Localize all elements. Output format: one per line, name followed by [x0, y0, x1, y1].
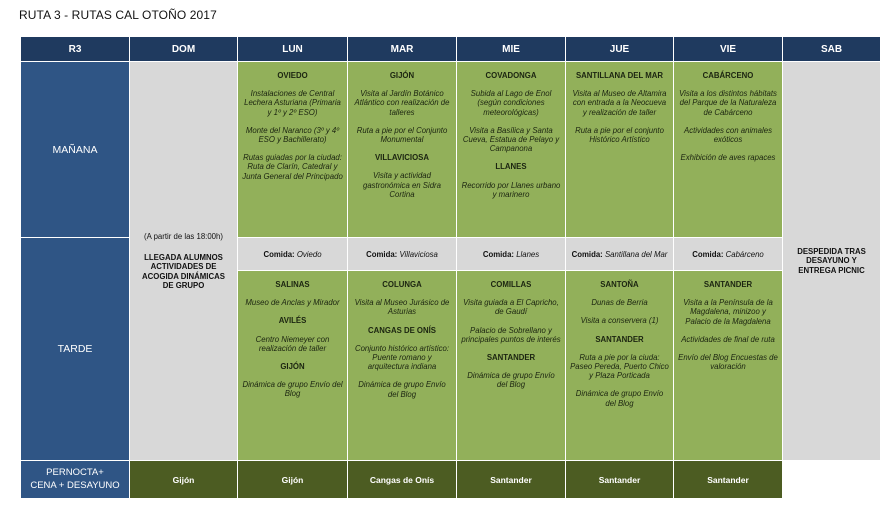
- place-name: SANTANDER: [595, 334, 644, 344]
- place-name: COMILLAS: [490, 280, 532, 289]
- activity-text: Instalaciones de Central Lechera Asturiana (Primaria y 1º y 2º ESO): [244, 89, 341, 117]
- morning-row: [21, 62, 881, 238]
- activity-text: Visita a la Península de la Magdalena, minizoo y Palacio de la Magdalena: [683, 298, 773, 326]
- row-label-overnight: PERNOCTA+ CENA + DESAYUNO: [21, 461, 130, 499]
- wednesday-morning: [457, 62, 566, 238]
- monday-morning: [238, 62, 348, 238]
- place-name: SANTANDER: [486, 352, 536, 362]
- friday-lunch: [674, 238, 783, 271]
- header-row: [21, 37, 881, 62]
- header-friday: VIE: [674, 37, 783, 62]
- tuesday-afternoon: [348, 271, 457, 461]
- place-name: COVADONGA: [485, 71, 537, 80]
- activity-text: Envío del Blog Encuestas de valoración: [678, 352, 778, 372]
- activity-text: Dinámica de grupo Envío del Blog: [467, 371, 555, 390]
- activity-text: Ruta a pie por la ciuda: Paseo Pereda, Puerto Chico y Plaza Porticada: [570, 352, 669, 381]
- header-saturday: SAB: [783, 37, 881, 62]
- place-name: VILLAVICIOSA: [374, 153, 429, 163]
- activity-text: Visita a los distintos hábitats del Parque de la Naturaleza de Cabárceno: [679, 89, 777, 117]
- activity-text: Dinámica de grupo Envío del Blog: [242, 380, 343, 399]
- wednesday-overnight: Santander: [457, 461, 566, 499]
- place-name: COLUNGA: [382, 280, 422, 289]
- activity-text: Visita al Jardín Botánico Atlántico con realización de talleres: [354, 89, 450, 117]
- place-name: SANTOÑA: [600, 280, 639, 289]
- place-name: CABÁRCENO: [702, 71, 754, 80]
- tuesday-overnight: Cangas de Onís: [348, 461, 457, 499]
- saturday-cell: [783, 62, 881, 461]
- lunch-label: Comida:: [263, 249, 295, 259]
- activity-text: Rutas guiadas por la ciudad: Ruta de Clarín, Catedral y Junta General del Principado: [242, 153, 343, 181]
- schedule-table: [20, 36, 880, 498]
- place-name: SANTANDER: [703, 280, 753, 289]
- document-title: RUTA 3 - RUTAS CAL OTOÑO 2017: [19, 8, 217, 22]
- lunch-place: Villaviciosa: [399, 249, 438, 259]
- header-route: R3: [21, 37, 130, 62]
- sunday-cell: [130, 62, 238, 461]
- header-tuesday: MAR: [348, 37, 457, 62]
- place-name: GIJÓN: [280, 361, 305, 371]
- activity-text: Palacio de Sobrellano y principales puntos de interés: [461, 325, 561, 344]
- header-monday: LUN: [238, 37, 348, 62]
- lunch-place: Santillana del Mar: [604, 249, 668, 259]
- thursday-morning: [566, 62, 674, 238]
- friday-morning: [674, 62, 783, 238]
- activity-text: Dunas de Berria: [591, 298, 648, 308]
- tuesday-morning: [348, 62, 457, 238]
- activity-text: Visita al Museo de Altamira con entrada a la Neocueva y realización de taller: [572, 89, 667, 117]
- activity-text: Centro Niemeyer con realización de taller: [255, 334, 330, 353]
- place-name: OVIEDO: [277, 71, 308, 80]
- monday-lunch: [238, 238, 348, 271]
- thursday-lunch: [566, 238, 674, 271]
- activity-text: Actividades de final de ruta: [681, 334, 775, 344]
- activity-text: Visita guiada a El Capricho, de Gaudí: [463, 298, 559, 317]
- activity-text: Monte del Naranco (3º y 4º ESO y Bachillerato): [245, 125, 340, 144]
- sunday-text: LLEGADA ALUMNOS ACTIVIDADES DE ACOGIDA DINÁMICAS DE GRUPO: [142, 252, 225, 291]
- saturday-overnight-empty: [783, 461, 881, 499]
- activity-text: Visita a conservera (1): [580, 316, 659, 326]
- activity-text: Ruta a pie por el Conjunto Monumental: [356, 125, 448, 144]
- place-name: CANGAS DE ONÍS: [367, 325, 436, 335]
- tuesday-lunch: [348, 238, 457, 271]
- place-name: GIJÓN: [389, 71, 415, 80]
- activity-text: Conjunto histórico artístico: Puente romano y arquitectura indiana: [354, 343, 450, 372]
- activity-text: Exhibición de aves rapaces: [680, 153, 776, 163]
- friday-afternoon: [674, 271, 783, 461]
- activity-text: Museo de Anclas y Mirador: [245, 298, 340, 308]
- monday-afternoon: [238, 271, 348, 461]
- lunch-place: Oviedo: [296, 249, 322, 259]
- sunday-time: (A partir de las 18:00h): [144, 231, 223, 241]
- sunday-overnight: Gijón: [130, 461, 238, 499]
- lunch-place: Llanes: [516, 249, 540, 259]
- place-name: LLANES: [495, 162, 527, 172]
- activity-text: Actividades con animales exóticos: [684, 125, 772, 144]
- saturday-text: DESPEDIDA TRAS DESAYUNO Y ENTREGA PICNIC: [797, 246, 866, 275]
- row-label-morning: MAÑANA: [21, 62, 130, 238]
- activity-text: Visita al Museo Jurásico de Asturias: [354, 298, 450, 317]
- overnight-row: [21, 461, 881, 499]
- monday-overnight: Gijón: [238, 461, 348, 499]
- lunch-label: Comida:: [692, 249, 724, 259]
- header-thursday: JUE: [566, 37, 674, 62]
- place-name: AVILÉS: [278, 316, 307, 326]
- activity-text: Dinámica de grupo Envío del Blog: [358, 380, 446, 399]
- place-name: SANTILLANA DEL MAR: [575, 71, 664, 80]
- lunch-label: Comida:: [366, 249, 398, 259]
- activity-text: Dinámica de grupo Envío del Blog: [575, 389, 664, 408]
- wednesday-afternoon: [457, 271, 566, 461]
- thursday-afternoon: [566, 271, 674, 461]
- lunch-place: Cabárceno: [725, 249, 764, 259]
- row-label-afternoon: TARDE: [21, 238, 130, 461]
- activity-text: Recorrido por Llanes urbano y marinero: [461, 180, 561, 199]
- activity-text: Subida al Lago de Enol (según condiciones meteorológicas): [470, 89, 552, 117]
- activity-text: Visita y actividad gastronómica en Sidra Cortina: [362, 171, 441, 199]
- wednesday-lunch: [457, 238, 566, 271]
- friday-overnight: Santander: [674, 461, 783, 499]
- lunch-label: Comida:: [482, 249, 515, 259]
- lunch-label: Comida:: [571, 249, 603, 259]
- header-wednesday: MIE: [457, 37, 566, 62]
- thursday-overnight: Santander: [566, 461, 674, 499]
- place-name: SALINAS: [275, 280, 310, 289]
- activity-text: Visita a Basílica y Santa Cueva, Estatua de Pelayo y Campanona: [462, 125, 560, 154]
- header-sunday: DOM: [130, 37, 238, 62]
- activity-text: Ruta a pie por el conjunto Histórico Artístico: [575, 125, 664, 144]
